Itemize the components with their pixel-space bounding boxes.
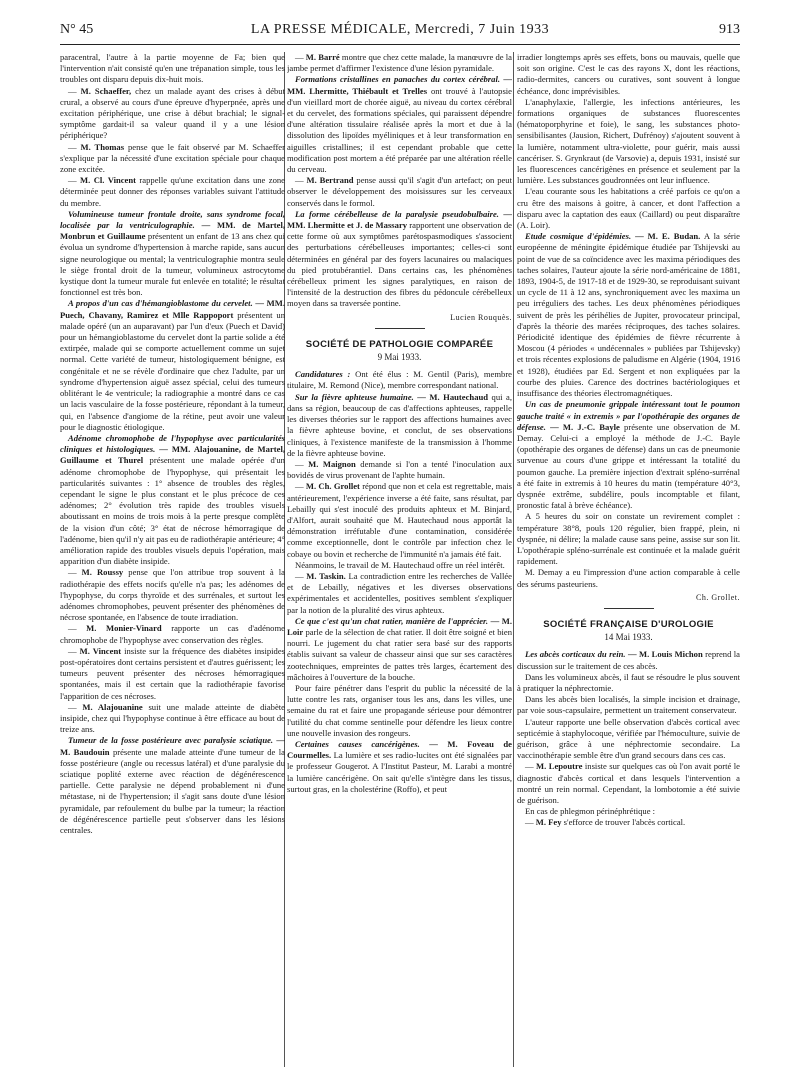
paragraph-text: rappelle qu'une excitation dans une zone déterminée peut donner des réponses variables suivant l'attitude du membre. <box>60 175 285 208</box>
paragraph <box>287 560 512 571</box>
paragraph-text: présentent un malade opéré (un an auparavant) par l'un d'eux (Puech et David) pour un hémangioblastome du cervelet dont la partie solide a été extirpée, malade qui se comporte actuellement comme un sujet normal. Cette variété de tumeur, histologiquement bénigne, est congénitale et ne se révèle d'ordinaire que chez l'adulte, par un syndrome d'hypertension aiguë assez spécial, celui des tumeurs oblitérant le 4e ventricule; la radiographie a montré dans ce cas un lacis vasculaire de la fosse postérieure, répondant à la tumeur, qui, en l'absence d'angiome de la rétine, peut avoir une valeur pour le diagnostic étiologique. <box>60 309 285 432</box>
paragraph-text: répond que non et cela est regrettable, mais antérieurement, l'expérience inverse a été faite, sans résultat, par Lebailly qui s'est inoculé des produits aphteux et M. Binjard, d'Alfort, aurait souhaité que M. Hautechaud nous apportât la démonstration irréfutable d'une contamination, considérée comme exceptionnelle, dont le contrôle par infection chez le cobaye ou bovin et recherche de l'immunité n'a jamais été fait. <box>287 481 512 559</box>
paragraph-pre: — <box>525 761 537 772</box>
paragraph <box>287 392 512 459</box>
paragraph-text: suit une malade atteinte de diabète insipide, chez qui l'hypophyse continue à être efficace au bout de treize ans. <box>60 701 285 735</box>
paragraph-text: insiste sur quelques cas où l'on avait porté le diagnostic d'abcès cortical et dans lesquels l'intervention a montré un rein normal. Cependant, la lombotomie a été suivie de guérison. <box>517 761 740 805</box>
section-title-urologie: SOCIÉTÉ FRANÇAISE D'UROLOGIE <box>543 618 714 630</box>
paragraph-text: La lumière et ses radio-lucites ont été signalées par le professeur Gougerot. A l'Institut Pasteur, M. Larabi a montré la lumière cancérigène. On sait qu'elle s'intègre dans les tissus, surtout gras, en la cholestérine (Roffo), et peut <box>287 750 512 794</box>
paragraph-pre: — <box>295 570 307 581</box>
paragraph <box>287 175 512 209</box>
paragraph-pre: — <box>68 175 81 186</box>
paragraph-text: En cas de phlegmon périnéphrétique : <box>525 806 656 817</box>
paragraph-title: Certaines causes cancérigènes. <box>295 738 420 749</box>
paragraph-strong: M. Alajouanine <box>82 701 143 712</box>
paragraph-strong: M. Barré <box>305 52 340 62</box>
paragraph-text: paracentral, l'autre à la partie moyenne de Fa; bien que l'intervention n'ait consisté qu'en une trépanation simple, tous les troubles ont disparu depuis dix-huit mois. <box>60 52 285 85</box>
header-rule <box>60 44 740 45</box>
paragraph-strong: — M. E. Budan. <box>631 231 701 242</box>
column-1-text <box>60 52 285 836</box>
paragraph-text: Néanmoins, le travail de M. Hautechaud offre un réel intérêt. <box>295 559 505 570</box>
paragraph <box>287 74 512 175</box>
paragraph-text: insiste sur la fréquence des diabètes insipides post-opératoires dont certains persistent et d'autres guérissent; les tumeurs peuvent présenter des nécroses hémorragiques spontanées, mais il est certain que la radiothérapie favorise l'apparition de ces nécroses. <box>60 645 285 701</box>
paragraph <box>60 52 285 86</box>
paragraph-strong: — MM. Alajouanine, de Martel, Guillaume et Thurel <box>60 444 285 466</box>
issue-number: N° 45 <box>60 22 94 37</box>
paragraph-text: rapportent une observation de cette forme où aux symptômes parétospasmodiques s'associent des perturbations cérébelleuses importantes; celles-ci sont déterminées en général par des foyers lacunaires ou malaciques du pied protubérantiel. Dans certains cas, les phénomènes cérébelleux priment les signes paralytiques, en raison de l'intensité de la destruction des fibres du pédoncule cérébelleux moyen dans sa traversée pontine. <box>287 220 512 309</box>
paragraph-title: Tumeur de la fosse postérieure avec paralysie sciatique. <box>68 735 274 746</box>
paragraph <box>287 481 512 559</box>
paragraph-text: La contradiction entre les recherches de Vallée et de Lebailly, négatives et les diverses observations expérimentales et accidentelles, positives semblent s'expliquer par la notion de la pluralité des virus aphteux. <box>287 570 512 615</box>
paragraph <box>517 52 740 97</box>
paragraph-strong: M. Thomas <box>80 141 125 152</box>
paragraph-text: Ont été élus : M. Gentil (Paris), membre titulaire, M. Remond (Nice), membre correspondant national. <box>287 369 512 391</box>
paragraph <box>517 761 740 806</box>
paragraph-text: présentent une malade opérée d'un adénome chromophobe de l'hypophyse, qui présentait les particularités suivantes : 1° absence de troubles des règles, cependant le signe le plus constant et le plus précoce de ces adénomes; 2° évolution très rapide des troubles visuels aboutissant en moins de trois mois à la perte presque complète de la vision d'un côté; 3° état de nécrose hémorragique de l'adénome, bien qu'il n'y ait pas eu de radiothérapie antérieure; 4° amélioration rapide des troubles visuels depuis l'opération, mais apparition d'un diabète insipide. <box>60 455 285 567</box>
paragraph-pre: — <box>525 817 536 828</box>
paragraph-text: Pour faire pénétrer dans l'esprit du public la nécessité de la lutte contre les rats, organiser tous les ans, dans les villes, une semaine du rat et faire une propagande sérieuse pour démontrer l'utilité du chat comme sentinelle pour défendre les lieux contre une nouvelle invasion des rongeurs. <box>287 682 512 738</box>
paragraph-text: irradier longtemps après ses effets, bons ou mauvais, quelle que soit son origine. C'est le cas des rayons X, dont les réactions, radio-dermites, cancers ou curatives, sont souvent à longue échéance, donc imprévisibles. <box>517 52 740 96</box>
column-2-text <box>287 52 512 310</box>
paragraph-text: L'eau courante sous les habitations a créé parfois ce qu'on a cru être des maisons à goitre, à cancer, et dont l'affection a disparu avec la captation des eaux (Caillard) ou peut disparaître (A. Loir). <box>517 186 740 231</box>
paragraph <box>517 97 740 187</box>
paragraph-title: Sur la fièvre aphteuse humaine. <box>295 391 414 402</box>
journal-title: LA PRESSE MÉDICALE, Mercredi, 7 Juin 1933 <box>250 22 550 37</box>
paragraph-title: Etude cosmique d'épidémies. <box>525 231 632 242</box>
paragraph <box>517 649 740 671</box>
paragraph <box>60 567 285 623</box>
paragraph <box>517 806 740 817</box>
paragraph <box>517 817 740 828</box>
paragraph-strong: — M. Baudouin <box>60 735 285 757</box>
paragraph <box>60 735 285 836</box>
paragraph <box>517 231 740 399</box>
paragraph <box>60 209 285 299</box>
paragraph-text: L'auteur rapporte une belle observation d'abcès cortical avec septicémie à staphylocoque, vérifiée par l'hémoculture, suivie de guérison, grâce à une néphrectomie secondaire. La vaccinothérapie semble être d'un grand secours dans ces cas. <box>517 716 740 761</box>
paragraph <box>287 739 512 795</box>
paragraph-text: pense que l'on attribue trop souvent à la radiothérapie des effets nocifs qu'elle n'a pas; les adénomes de l'hypophyse, du corps thyroïde et des surrénales, et surtout les adénomes chromophobes, peuvent présenter des phénomènes de nécrose spontanée, en l'absence de toute irradiation. <box>60 567 285 623</box>
paragraph-text: qui a, dans sa région, beaucoup de cas d'affections aphteuses, rappelle les diverses théories sur le rapport des affections humaines avec la fièvre aphteuse bovine, et conclut, de ses observations cliniques, à l'existence manifeste de la transmission à l'homme de la fièvre aphteuse bovine. <box>287 391 512 458</box>
paragraph <box>517 511 740 567</box>
paragraph <box>287 209 512 310</box>
paragraph-strong: — MM. de Martel, Monbrun et Guillaume <box>60 220 285 242</box>
paragraph-strong: — MM. Lhermitte, Thiébault et Trelles <box>287 74 512 96</box>
paragraph-text: présente une malade atteinte d'une tumeur de la fosse postérieure (angle ou recessus latéral) et d'une paralysie du sciatique poplité externe avec réaction de dégénérescence partielle. Cette paralysie ne dépend probablement ni d'une métastase, ni de l'hypertension; il s'agit sans doute d'une lésion pyramidale, par refoulement du bulbe par la tumeur; la réaction de dégénérescence partielle peut s'observer dans les lésions centrales. <box>60 746 285 836</box>
paragraph-pre: — <box>68 85 81 96</box>
paragraph-strong: M. Schaeffer, <box>80 85 132 96</box>
paragraph-pre: — <box>68 623 87 634</box>
paragraph-strong: M. Bertrand <box>306 175 354 186</box>
column-1 <box>60 52 285 1072</box>
paragraph-title: Volumineuse tumeur frontale droite, sans syndrome focal, localisée par la ventriculographie. <box>60 208 285 231</box>
paragraph <box>517 717 740 762</box>
column-3 <box>517 52 740 1072</box>
paragraph-pre: — <box>68 567 82 578</box>
section-rule <box>375 328 425 329</box>
paragraph-title: Ce que c'est qu'un chat ratier, manière de l'apprécier. <box>295 615 489 626</box>
paragraph-strong: M. Cl. Vincent <box>80 175 137 186</box>
paragraph <box>287 369 512 391</box>
paragraph <box>60 433 285 567</box>
signature-rouques: Lucien Rouquès. <box>450 312 512 322</box>
paragraph-text: montre que chez cette malade, la manœuvre de la jambe permet d'affirmer l'existence d'une lésion pyramidale. <box>287 52 512 74</box>
paragraph <box>60 175 285 209</box>
paragraph-strong: — MM. Lhermitte et J. de Massary <box>287 208 512 231</box>
paragraph-title: Formations cristallines en panaches du cortex cérébral. <box>295 74 500 85</box>
paragraph-text: ont trouvé à l'autopsie d'un vieillard mort de chorée aiguë, au niveau du cortex cérébral et du cervelet, des formations spéciales, qui paraissent dépendre d'une altération tissulaire réalisée après la mort et due à la dissolution des lipoïdes myéliniques et à leur transformation en aiguilles cristallines; il est cependant probable que cette modification post mortem a été préparée par une altération réelle du cerveau. <box>287 85 512 175</box>
paragraph <box>517 672 740 694</box>
column-2 <box>287 52 512 1072</box>
paragraph-text: A 5 heures du soir on constate un revirement complet : température 38°8, pouls 120 régulier, bien frappé, plein, ni dyspnée, ni délire; la malade cause sans peine, assise sur son lit. L'opothérapie spléno-surrénale est continuée et la malade guérit rapidement. <box>517 511 740 567</box>
paragraph-text: pense aussi qu'il s'agit d'un artefact; on peut observer le développement des moisissures sur les cerveaux conservés dans le formol. <box>287 175 512 208</box>
paragraph <box>60 86 285 142</box>
column-3-text <box>517 52 740 590</box>
paragraph-strong: — M. Foveau de Courmelles. <box>287 738 512 761</box>
paragraph-title: Adénome chromophobe de l'hypophyse avec particularités cliniques et histologiques. <box>60 432 285 455</box>
paragraph-pre: — <box>295 175 307 186</box>
paragraph-text: Dans les volumineux abcès, il faut se résoudre le plus souvent à pratiquer la néphrectomie. <box>517 671 740 693</box>
paragraph <box>60 142 285 176</box>
paragraph-pre: — <box>68 141 81 152</box>
paragraph <box>60 702 285 736</box>
paragraph-title: A propos d'un cas d'hémangioblastome du cervelet. <box>68 298 253 309</box>
paragraph-strong: — MM. Puech, Chavany, Ramirez et Mlle Rappoport <box>60 298 285 320</box>
paragraph <box>60 646 285 702</box>
paragraph <box>60 298 285 432</box>
paragraph-title: Un cas de pneumonie grippale intéressant tout le poumon gauche traité « in extremis » par l'opothérapie des organes de défense. <box>517 399 740 432</box>
paragraph-text: Dans les abcès bien localisés, la simple incision et drainage, par voie sous-capsulaire, permettent un traitement conservateur. <box>517 694 740 716</box>
paragraph <box>287 52 512 74</box>
paragraph-strong: M. Vincent <box>79 645 122 656</box>
paragraph-pre: — <box>68 645 80 656</box>
paragraph-pre: — <box>68 701 83 712</box>
page-number: 913 <box>719 22 740 37</box>
paragraph-strong: — M. Hautechaud <box>413 391 489 402</box>
paragraph-strong: M. Lepoutre <box>536 761 583 772</box>
section-date-urologie: 14 Mai 1933. <box>604 632 653 643</box>
paragraph-text: M. Demay a eu l'impression d'une action comparable à celle des sérums pasteuriens. <box>517 567 740 589</box>
signature-grollet: Ch. Grollet. <box>696 592 740 602</box>
page-header <box>60 22 740 42</box>
paragraph-text: A la série européenne de méningite épidémique étudiée par Tshijevski au point de vue de sa coïncidence avec les maxima périodiques des taches solaires, l'auteur ajoute la série nord-américaine de 1881, 1893, 1904-5, de 1917-18 et de 1929-30, se reproduisant suivant un cycle de 11 à 12 ans, synchroniquement avec les maxima un peu irréguliers des taches. Les deux phénomènes périodiques suivent de près les périhélies de Jupiter, provocateur principal, d'après la théorie des marées réciproques, des taches solaires. Périodicité identique des épidémies de fièvre récurrente à Moscou (4 périodes « undécennales » publiées par Tshijevsky) et trois récentes explosions de paludisme en Algérie (1904, 1916 et 1928), étudiées par Ed. Sergent et non expliquées par la courbe des pluies. Carence des doctrines bactériologiques et insuffisance des théories électromagnétiques. <box>517 231 740 399</box>
paragraph-text: demande si l'on a tenté l'inoculation aux bovidés de virus provenant de l'aphte humain. <box>287 458 512 481</box>
paragraph-title: La forme cérébelleuse de la paralysie pseudobulbaire. <box>295 208 499 219</box>
paragraph <box>517 567 740 589</box>
paragraph-strong: M. Taskin. <box>306 570 346 581</box>
paragraph <box>287 616 512 683</box>
paragraph <box>517 694 740 716</box>
paragraph-title: Candidatures : <box>295 369 351 380</box>
paragraph <box>517 399 740 511</box>
paragraph-text: présente une observation de M. Demay. Celui-ci a employé la méthode de J.-C. Bayle (opothérapie des organes de défense) dans un cas de pneumonie survenue au cours d'une grippe et intéressant la totalité du poumon gauche. La première injection d'extrait spléno-surrénal a été faite in extremis à 10 heures du matin (température 40°3, dyspnée extrême, subdélire, pouls incomptable et filant, pronostic fatal à brève échéance). <box>517 421 740 511</box>
paragraph-strong: M. Monier-Vinard <box>86 623 162 634</box>
paragraph <box>287 683 512 739</box>
paragraph-strong: M. Roussy <box>81 567 124 578</box>
paragraph-text: parle de la sélection de chat ratier. Il doit être soigné et bien nourri. Le jugement du chat ratier sera basé sur des rapports établis suivant sa valeur de chasseur ainsi que sur ses caractères zootechniques, empreintes de pattes très larges, écartement des mâchoires à l'ouverture de la bouche. <box>287 626 512 682</box>
paragraph-text: reprend la discussion sur le traitement de ces abcès. <box>517 649 740 671</box>
paragraph <box>517 186 740 231</box>
paragraph <box>60 623 285 645</box>
paragraph-text: pense que le fait observé par M. Schaeffer s'explique par la nécessité d'une excitation spéciale pour chaque zone excitée. <box>60 141 285 175</box>
paragraph-text: présentent un enfant de 13 ans chez qui évolua un syndrome d'hypertension à marche rapide, sans aucun signe neurologique ou mental; la ventriculographie montra seule le siège frontal droit de la tumeur, volumineux astrocytome kystique dont la tumeur murale fut enlevée en totalité; le résultat fonctionnel est très bon. <box>60 231 285 298</box>
paragraph-strong: — M. Louis Michon <box>625 649 703 660</box>
column-divider-2 <box>513 52 514 1067</box>
paragraph-pre: — <box>295 481 306 492</box>
paragraph-strong: M. Fey <box>535 817 562 828</box>
paragraph <box>287 571 512 616</box>
column-2-text-b <box>287 369 512 795</box>
paragraph-text: rapporte un cas d'adénome chromophobe de l'hypophyse avec conservation des règles. <box>60 623 285 645</box>
section-date-pathologie-comparee: 9 Mai 1933. <box>377 352 422 363</box>
section-rule <box>604 608 654 609</box>
paragraph-title: Les abcès corticaux du rein. <box>525 649 626 660</box>
paragraph <box>287 459 512 481</box>
paragraph-text: L'anaphylaxie, l'allergie, les infections antérieures, les formations organiques de substances fluorescentes (hématoporphyrine et foie), le sang, les substances photo-sensibilisantes (Jausion, Richert, Dufrénoy) s'ajoutent souvent à la lumière, notamment ultra-violette, pour guérir, mais aussi cancériser. S. Grynkraut (de Varsovie) a, depuis 1931, insisté sur les fluorescences cancérigènes en présence et seulement par la lumière. Les substances goudronnées ont leur influence. <box>517 96 740 186</box>
paragraph-strong: — M. J.-C. Bayle <box>545 421 620 432</box>
paragraph-strong: — M. Loir <box>287 615 512 637</box>
paragraph-text: chez un malade ayant des crises à début crural, a observé au cours d'une épreuve d'hyperpnée, après une excitation périphérique, une crise à début brachial; le signal-symptôme gardait-il sa valeur quand il y a une lésion périphérique? <box>60 85 285 141</box>
paragraph-pre: — <box>295 52 306 62</box>
column-3-text-b <box>517 649 740 828</box>
section-title-pathologie-comparee: SOCIÉTÉ DE PATHOLOGIE COMPARÉE <box>305 338 494 350</box>
paragraph-text: s'efforce de trouver l'abcès cortical. <box>561 817 686 828</box>
paragraph-strong: M. Ch. Grollet <box>305 481 360 492</box>
paragraph-strong: M. Maignon <box>308 458 356 469</box>
paragraph-pre: — <box>295 458 309 469</box>
